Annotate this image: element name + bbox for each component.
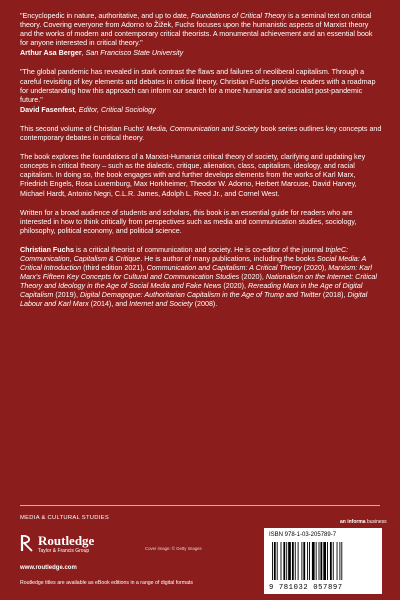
series-text: book series outlines key concepts and contemporary debates in critical theory. (20, 124, 382, 143)
journal-title: tripleC: Communication, Capitalism & Critique (20, 245, 349, 263)
cover-credit: Cover image: © Getty Images (145, 546, 202, 551)
informa-rest: business (365, 519, 387, 525)
book-title: Social Media: A Critical Introduction (20, 254, 366, 273)
barcode-digits: 9 781032 057897 (269, 584, 343, 592)
barcode-icon (272, 542, 376, 580)
isbn-number: ISBN 978-1-03-205789-7 (269, 532, 337, 538)
bio-text: (2014), and (88, 300, 130, 309)
isbn-barcode (264, 528, 382, 594)
endorsement-2-attribution: David Fasenfest, Editor, Critical Sociology (20, 105, 156, 114)
series-title: Media, Communication and Society (146, 124, 259, 133)
informa-logo (340, 519, 387, 525)
blurb-content (20, 12, 382, 320)
divider-line (20, 505, 380, 506)
endorsement-1 (20, 12, 382, 58)
endorser-name: Arthur Asa Berger (20, 49, 82, 58)
book-title: Nationalism on the Internet: Critical Theory and Ideology in the Age of Social Media and Fake News (20, 273, 377, 291)
book-title: Foundations of Critical Theory (190, 12, 287, 20)
book-title: Marxism: Karl Marx's Fifteen Key Concepts for Cultural and Communication Studies (20, 264, 372, 282)
bio-text: (2018), (320, 291, 348, 300)
description-paragraph: The book explores the foundations of a Marxist-Humanist critical theory of society, clarifying and updating key concepts in critical theory – such as the dialectic, critique, alienation, class, capitalism, ideology, and racial capitalism. In doing so, the book engages with and further develops elements from the works of Karl Marx, Friedrich Engels, Rosa Luxemburg, Max Horkheimer, Theodor W. Adorno, Herbert Marcuse, David Harvey, Michael Hardt, Antonio Negri, C.L.R. James, Adolph L. Reed Jr., and Cornel West. (20, 153, 366, 198)
endorsement-1-text (20, 12, 382, 48)
bio-text: (2008). (192, 300, 218, 309)
bio-text: (2020), (221, 282, 248, 291)
publisher-website: www.routledge.com (20, 565, 77, 571)
endorser-name: David Fasenfest (20, 105, 75, 114)
audience-paragraph: Written for a broad audience of students and scholars, this book is an essential guide for readers who are interested in how to think critically from perspectives such as media and communication studies, sociology, philosophy, political economy, and political science. (20, 208, 357, 235)
endorser-affiliation: San Francisco State University (85, 49, 184, 58)
endorsement-1-attribution: Arthur Asa Berger, San Francisco State University (20, 49, 184, 58)
book-title: Communication and Capitalism: A Critical Theory (146, 264, 302, 273)
endorsement-2-text: "The global pandemic has revealed in stark contrast the flaws and failures of neoliberal capitalism. Through a careful revisiting of key elements and debates in critical theory, Christian Fuchs provides readers with a roadmap for understanding how this approach can inform our search for a more humanist and socialist post-pandemic future." (20, 68, 376, 104)
ebook-note: Routledge titles are available as eBook editions in a range of digital formats (20, 580, 194, 586)
author-bio (20, 246, 382, 310)
series-paragraph (20, 125, 382, 143)
endorsement-2 (20, 68, 382, 114)
bio-text: (2020), (301, 264, 329, 273)
informa-bold: an informa (340, 519, 366, 525)
quote-text: is a seminal text on critical theory. Covering everyone from Adorno to Žižek, Fuchs focuses upon the humanistic aspects of Marxist theory and the works of modern and contemporary critical theorists. A monumental achievement and an essential book for anyone interested in critical theory." (20, 12, 373, 48)
quote-text: "Encyclopedic in nature, authoritative, and up to date, (20, 12, 191, 20)
book-title: Internet and Society (129, 300, 193, 309)
subject-category: MEDIA & CULTURAL STUDIES (20, 515, 110, 521)
book-title: Digital Labour and Karl Marx (20, 291, 368, 309)
endorser-affiliation: Editor, Critical Sociology (78, 105, 156, 114)
publisher-name: Routledge (38, 533, 95, 548)
book-title: Rereading Marx in the Age of Digital Capitalism (20, 282, 363, 300)
book-title: Digital Demagogue: Authoritarian Capitalism in the Age of Trump and Twitter (79, 291, 321, 300)
author-name: Christian Fuchs (20, 245, 74, 254)
bio-text: (third edition 2021), (81, 264, 147, 273)
series-text: This second volume of Christian Fuchs' (20, 124, 147, 133)
bio-text: is a critical theorist of communication and society. He is co-editor of the journal (73, 245, 326, 254)
publisher-group: Taylor & Francis Group (38, 548, 90, 554)
bio-text: (2019), (53, 291, 80, 300)
bio-text: (2020), (239, 273, 266, 282)
bio-text: . He is author of many publications, including the books (140, 254, 317, 263)
routledge-r-icon (20, 534, 34, 552)
